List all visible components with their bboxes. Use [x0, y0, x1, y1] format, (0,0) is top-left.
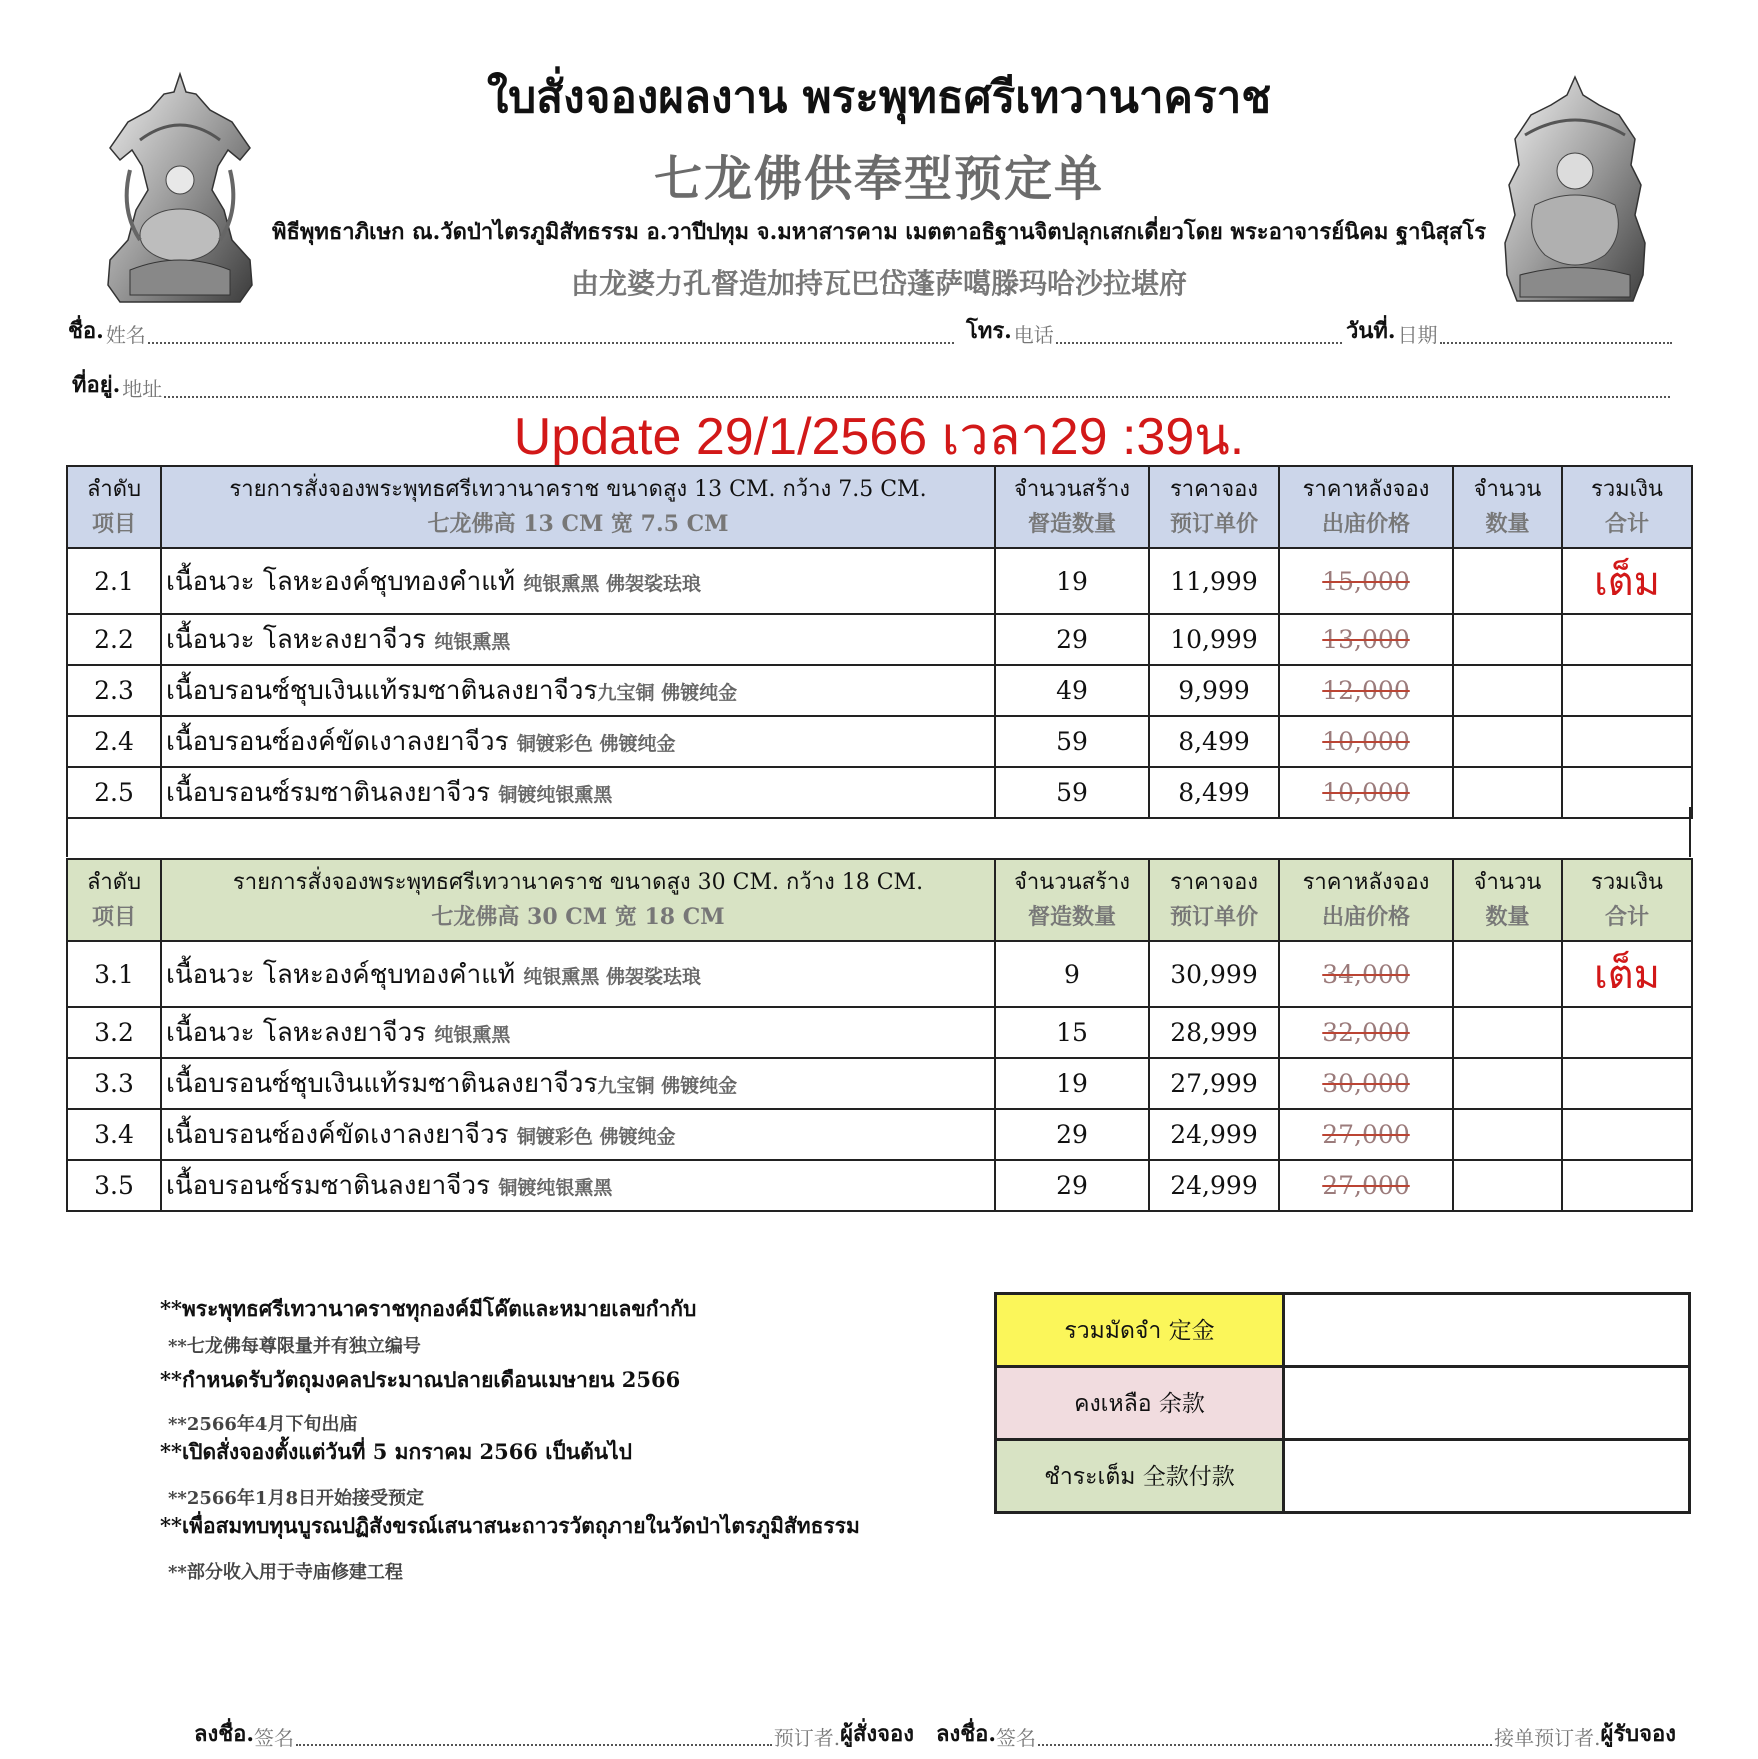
sold-out-badge: เต็ม [1562, 941, 1692, 1007]
full-payment-label: ชำระเต็ม 全款付款 [996, 1440, 1284, 1513]
full-payment-value-field[interactable] [1284, 1440, 1690, 1513]
ceremony-description-chinese: 由龙婆力孔督造加持瓦巴岱蓬萨噶滕玛哈沙拉堪府 [570, 267, 1187, 300]
qty-input[interactable] [1453, 941, 1562, 1007]
qty-input[interactable] [1453, 665, 1562, 716]
total-cell[interactable] [1562, 1109, 1692, 1160]
total-cell[interactable] [1562, 1007, 1692, 1058]
payment-summary-table [994, 1292, 1691, 1514]
qty-input[interactable] [1453, 1007, 1562, 1058]
table-row: 2.3 เนื้อบรอนซ์ชุบเงินแท้รมซาตินลงยาจีวร九宝铜 佛镀纯金 49 9,999 12,000 [67, 665, 1692, 716]
table-separator [66, 807, 1691, 857]
col-total: รวมเงิน 合计 [1562, 466, 1692, 548]
balance-value-field[interactable] [1284, 1367, 1690, 1440]
table-row: 3.4 เนื้อบรอนซ์องค์ขัดเงาลงยาจีวร 铜镀彩色 佛镀纯金 29 24,999 27,000 [67, 1109, 1692, 1160]
col-qty: จำนวน 数量 [1453, 466, 1562, 548]
col-built: จำนวนสร้าง 督造数量 [995, 466, 1149, 548]
name-field[interactable]: ชื่อ. 姓名 [68, 318, 958, 348]
receiver-signature-field[interactable]: ลงชื่อ. 签名 接单预订者. ผู้รับจอง [936, 1721, 1676, 1750]
qty-input[interactable] [1453, 1109, 1562, 1160]
col-price: ราคาจอง 预订单价 [1149, 859, 1279, 941]
balance-label: คงเหลือ 余款 [996, 1367, 1284, 1440]
total-cell[interactable] [1562, 716, 1692, 767]
deposit-value-field[interactable] [1284, 1294, 1690, 1367]
col-qty: จำนวน 数量 [1453, 859, 1562, 941]
phone-field[interactable]: โทร. 电话 [966, 318, 1346, 348]
table-row: 3.1 เนื้อนวะ โลหะองค์ชุบทองคำแท้ 纯银熏黑 佛袈裟珐琅 9 30,999 34,000 เต็ม [67, 941, 1692, 1007]
col-index: ลำดับ 项目 [67, 466, 161, 548]
table-row: 3.5 เนื้อบรอนซ์รมซาตินลงยาจีวร 铜镀纯银熏黑 29 24,999 27,000 [67, 1160, 1692, 1211]
ceremony-description: พิธีพุทธาภิเษก ณ.วัดป่าไตรภูมิสัทธรรม อ.วาปีปทุม จ.มหาสารคาม เมตตาอธิฐานจิตปลุกเสกเดี่ยวโดย พระอาจารย์นิคม ฐานิสุสโร [271, 219, 1487, 245]
col-index: ลำดับ 项目 [67, 859, 161, 941]
total-cell[interactable] [1562, 1160, 1692, 1211]
col-item: รายการสั่งจองพระพุทธศรีเทวานาคราช ขนาดสูง 13 CM. กว้าง 7.5 CM. 七龙佛高 13 CM 宽 7.5 CM [161, 466, 995, 548]
col-after-price: ราคาหลังจอง 出庙价格 [1279, 466, 1453, 548]
note-line: **เปิดสั่งจองตั้งแต่วันที่ 5 มกราคม 2566 เป็นต้นไป [160, 1439, 632, 1464]
address-field[interactable]: ที่อยู่. 地址 [72, 372, 1674, 402]
table-row: 3.3 เนื้อบรอนซ์ชุบเงินแท้รมซาตินลงยาจีวร九宝铜 佛镀纯金 19 27,999 30,000 [67, 1058, 1692, 1109]
col-after-price: ราคาหลังจอง 出庙价格 [1279, 859, 1453, 941]
table-row: 2.2 เนื้อนวะ โลหะลงยาจีวร 纯银熏黑 29 10,999 13,000 [67, 614, 1692, 665]
qty-input[interactable] [1453, 1058, 1562, 1109]
order-table-13cm [66, 465, 1693, 819]
sold-out-badge: เต็ม [1562, 548, 1692, 614]
order-table-30cm [66, 858, 1693, 1212]
page-title: ใบสั่งจองผลงาน พระพุทธศรีเทวานาคราช [486, 72, 1272, 123]
table-row: 2.1 เนื้อนวะ โลหะองค์ชุบทองคำแท้ 纯银熏黑 佛袈裟珐琅 19 11,999 15,000 เต็ม [67, 548, 1692, 614]
note-line: **部分收入用于寺庙修建工程 [168, 1562, 403, 1583]
total-cell[interactable] [1562, 665, 1692, 716]
qty-input[interactable] [1453, 548, 1562, 614]
note-line: **พระพุทธศรีเทวานาคราชทุกองค์มีโค๊ตและหมายเลขกำกับ [160, 1296, 697, 1321]
qty-input[interactable] [1453, 1160, 1562, 1211]
deposit-label: รวมมัดจำ 定金 [996, 1294, 1284, 1367]
total-cell[interactable] [1562, 614, 1692, 665]
note-line: **เพื่อสมทบทุนบูรณปฏิสังขรณ์เสนาสนะถาวรวัตถุภายในวัดป่าไตรภูมิสัทธรรม [160, 1513, 860, 1538]
update-notice: Update 29/1/2566 เวลา29 :39น. [513, 408, 1245, 466]
note-line: **2566年4月下旬出庙 [168, 1414, 358, 1435]
note-line: **กำหนดรับวัตถุมงคลประมาณปลายเดือนเมษายน 2566 [160, 1367, 681, 1392]
table-row: 2.4 เนื้อบรอนซ์องค์ขัดเงาลงยาจีวร 铜镀彩色 佛镀纯金 59 8,499 10,000 [67, 716, 1692, 767]
note-line: **七龙佛每尊限量并有独立编号 [168, 1336, 421, 1357]
col-built: จำนวนสร้าง 督造数量 [995, 859, 1149, 941]
page-title-chinese: 七龙佛供奉型预定单 [653, 151, 1104, 207]
col-item: รายการสั่งจองพระพุทธศรีเทวานาคราช ขนาดสูง 30 CM. กว้าง 18 CM. 七龙佛高 30 CM 宽 18 CM [161, 859, 995, 941]
table-row: 3.2 เนื้อนวะ โลหะลงยาจีวร 纯银熏黑 15 28,999 32,000 [67, 1007, 1692, 1058]
qty-input[interactable] [1453, 614, 1562, 665]
col-price: ราคาจอง 预订单价 [1149, 466, 1279, 548]
col-total: รวมเงิน 合计 [1562, 859, 1692, 941]
buyer-signature-field[interactable]: ลงชื่อ. 签名 预订者. ผู้สั่งจอง [194, 1721, 914, 1750]
date-field[interactable]: วันที่. 日期 [1346, 318, 1676, 348]
table-row: 2.5 เนื้อบรอนซ์รมซาตินลงยาจีวร 铜镀纯银熏黑 59 8,499 10,000 [67, 767, 1692, 818]
note-line: **2566年1月8日开始接受预定 [168, 1488, 424, 1509]
total-cell[interactable] [1562, 1058, 1692, 1109]
qty-input[interactable] [1453, 716, 1562, 767]
